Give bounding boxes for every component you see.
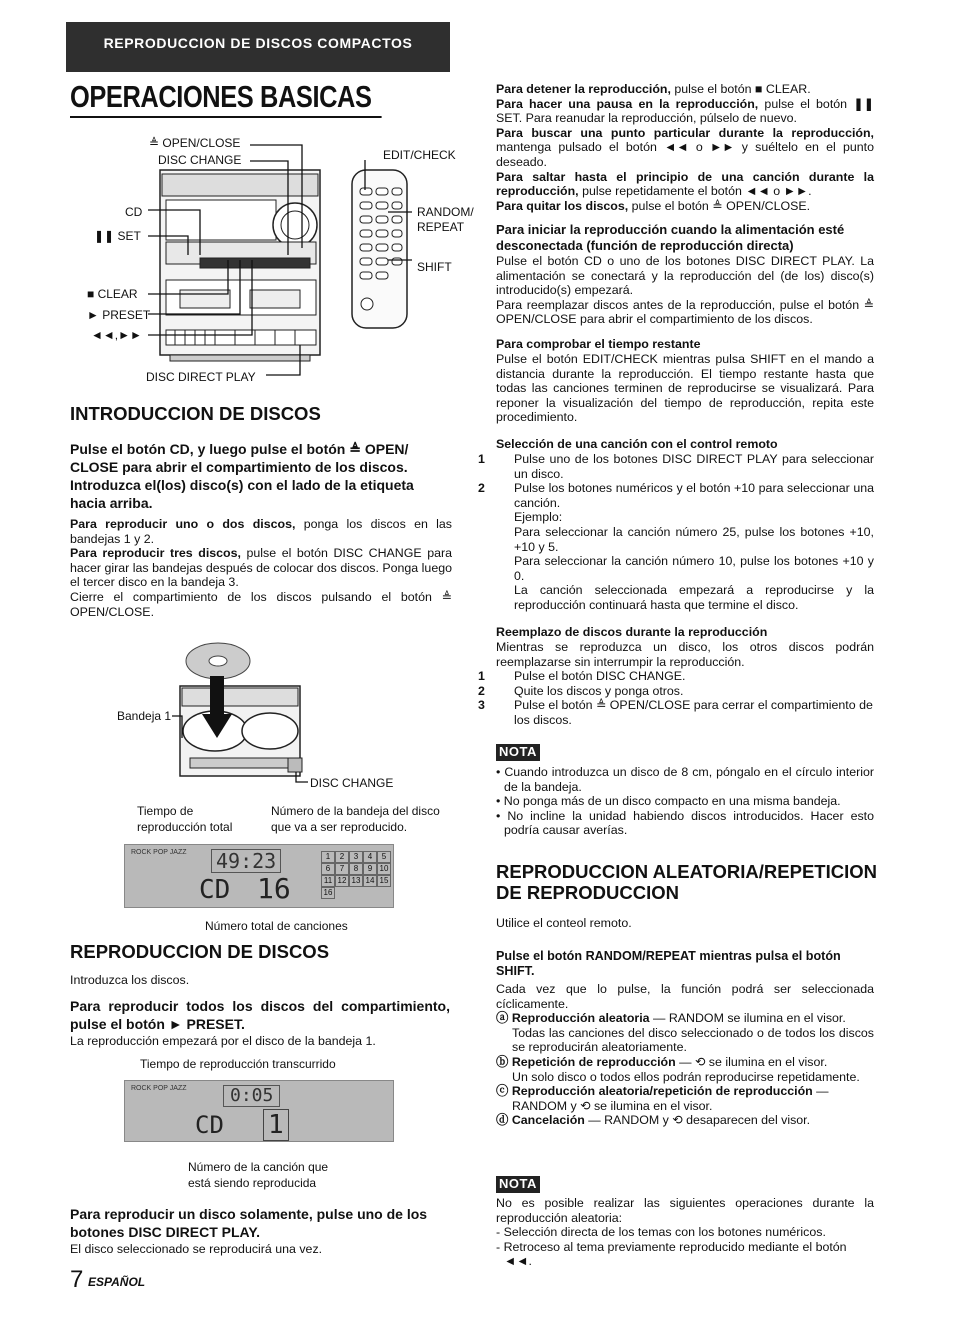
nota-item-1: • Cuando introduzca un disco de 8 cm, póngalo en el círculo interior de la bandeja. (496, 765, 874, 794)
intro-p2-text: pulse el botón DISC CHANGE para hacer girar las bandejas después de colocar dos discos. Ponga luego el tercer disco en la bandeja 3. (70, 546, 453, 590)
intro-heading: INTRODUCCION DE DISCOS (70, 403, 321, 424)
lcd1-grid-cell: 2 (335, 851, 349, 863)
random-heading: REPRODUCCION ALEATORIA/REPETICION DE REPRODUCCION (496, 861, 877, 903)
lcd1-grid-cell: 14 (363, 875, 377, 887)
pausa-text: pulse el botón ❚❚ SET. Para reanudar la reproducción, púlselo de nuevo. (496, 96, 874, 126)
play-intro: Introduzca los discos. (70, 973, 190, 987)
lcd1-grid-cell: 16 (321, 887, 335, 899)
tiempo-label-1: Tiempo de (137, 804, 194, 818)
buscar-bold: Para buscar una punto particular durante la reproducción, (496, 125, 874, 140)
right-column-top (496, 82, 874, 213)
sel-example-label: Ejemplo: (514, 510, 563, 525)
iniciar-text-1: Pulse el botón CD o uno de los botones DISC DIRECT PLAY. La alimentación se conectará y la reproducción del (de los) disco(s) introducido(s) empezará. (496, 254, 874, 298)
random-text: Cada vez que lo pulse, la función podrá ser seleccionada cíclicamente. (496, 982, 874, 1011)
random-c-detail: RANDOM y ⟲ se ilumina en el visor. (512, 1098, 713, 1113)
tiempo-label-2: reproducción total (137, 820, 233, 834)
lcd1-grid-cell: 6 (321, 863, 335, 875)
play-direct-heading: Para reproducir un disco solamente, pulse uno de los botones DISC DIRECT PLAY. (70, 1206, 428, 1240)
lcd2-track: 1 (263, 1109, 289, 1141)
nota2-list (496, 1196, 874, 1269)
seleccion-steps: 1 Pulse uno de los botones DISC DIRECT PLAY para seleccionar un disco. 2 Pulse los botones numéricos y el botón +10 para seleccionar una canción. Ejemplo: Para seleccionar la canción número 25, pulse los botones +10, +10 y 5. Para seleccionar la canción número 10, pulse los botones +10 y 0. La canción seleccionada empezará a reproducirse y la reproducción continuará hasta que termine el disco. (478, 452, 874, 612)
random-b-bold: ⓑ Repetición de reproducción (496, 1054, 676, 1069)
lcd1-grid-cell: 10 (377, 863, 391, 875)
lcd1-grid-cell: 12 (335, 875, 349, 887)
nota-list (496, 765, 874, 838)
numero-bandeja-label-1: Número de la bandeja del disco (271, 804, 440, 818)
lcd1-time: 49:23 (211, 849, 281, 873)
lcd1-grid-cell: 8 (349, 863, 363, 875)
rem-step-3: Pulse el botón ≜ OPEN/CLOSE para cerrar el compartimiento de los discos. (514, 698, 873, 727)
disc-change-label: DISC CHANGE (158, 153, 242, 167)
sel-step-1: Pulse uno de los botones DISC DIRECT PLAY para seleccionar un disco. (514, 452, 874, 481)
sel-example-2: Para seleccionar la canción número 10, pulse los botones +10 y 0. (514, 554, 874, 583)
quitar-text: pulse el botón ≜ OPEN/CLOSE. (628, 198, 811, 213)
nota-badge: NOTA (496, 744, 540, 761)
lcd-display-total (124, 844, 394, 908)
numero-bandeja-label-2: que va a ser reproducido. (271, 820, 408, 834)
shift-label: SHIFT (417, 260, 452, 274)
random-d-text: — RANDOM y ⟲ desaparecen del visor. (584, 1113, 811, 1128)
random-c-text: — (812, 1084, 829, 1099)
edit-check-label: EDIT/CHECK (383, 148, 456, 162)
preset-label: ► PRESET (87, 308, 151, 322)
reemplazo-body: Mientras se reproduzca un disco, los otros discos podrán reemplazarse sin interrumpir la reproducción. 1 Pulse el botón DISC CHANGE. 2 Quite los discos y ponga otros. 3 Pulse el botón ≜ OPEN/CLOSE para cerrar el compartimiento de los discos. (478, 640, 874, 727)
nota2-item-2-cont: ◄◄. (504, 1254, 532, 1269)
pausa-bold: Para hacer una pausa en la reproducción, (496, 96, 759, 111)
page-title: OPERACIONES BASICAS (70, 80, 382, 118)
play-preset-text: La reproducción empezará por el disco de la bandeja 1. (70, 1034, 376, 1048)
random-a-detail: Todas las canciones del disco seleccionado o de todos los discos se reproducirán aleatoriamente. (512, 1025, 874, 1055)
quitar-bold: Para quitar los discos, (496, 198, 629, 213)
lcd1-grid-cell: 15 (377, 875, 391, 887)
random-lead: Pulse el botón RANDOM/REPEAT mientras pulsa el botón SHIFT. (496, 949, 841, 978)
tray-disc-change-label: DISC CHANGE (310, 776, 394, 790)
random-a-bold: ⓐ Reproducción aleatoria (496, 1011, 650, 1026)
seleccion-heading: Selección de una canción con el control remoto (496, 437, 778, 451)
lcd1-count: 16 (257, 872, 291, 905)
numero-cancion-label-1: Número de la canción que (188, 1160, 329, 1174)
lcd1-grid-cell: 13 (349, 875, 363, 887)
saltar-text: pulse repetidamente el botón ◄◄ o ►►. (578, 184, 812, 199)
random-label: RANDOM/ (417, 205, 474, 219)
intro-p1-bold: Para reproducir uno o dos discos, (70, 517, 296, 531)
intro-p3: Cierre el compartimiento de los discos pulsando el botón ≜ OPEN/CLOSE. (70, 589, 452, 619)
intro-p2-bold: Para reproducir tres discos, (70, 546, 241, 561)
unit-diagram (70, 130, 474, 390)
iniciar-text-2: Para reemplazar discos antes de la reproducción, pulse el botón ≜ OPEN/CLOSE para abrir el compartimiento de los discos. (496, 297, 874, 327)
random-intro: Utilice el conteol remoto. (496, 916, 632, 930)
sel-step-2: Pulse los botones numéricos y el botón +10 para seleccionar una canción. (514, 481, 874, 510)
disc-direct-play-label: DISC DIRECT PLAY (146, 370, 256, 384)
skip-label: ◄◄,►► (91, 328, 142, 342)
lcd1-track-grid (321, 851, 391, 899)
stereo-unit-illustration (70, 130, 470, 390)
cd-label: CD (125, 205, 143, 219)
sel-example-1: Para seleccionar la canción número 25, pulse los botones +10, +10 y 5. (514, 524, 874, 554)
numero-cancion-label-2: está siendo reproducida (188, 1176, 317, 1190)
clear-label: ■ CLEAR (87, 287, 138, 301)
nota-item-3: • No incline la unidad habiendo discos introducidos. Hacer esto podría causar averías. (496, 808, 874, 838)
detener-text: pulse el botón ■ CLEAR. (670, 82, 811, 96)
sel-example-3: La canción seleccionada empezará a reproducirse y la reproducción continuará hasta que termine el disco. (514, 583, 874, 612)
lcd2-cd: CD (195, 1111, 224, 1139)
reemplazo-heading: Reemplazo de discos durante la reproducción (496, 625, 768, 639)
rem-step-2: Quite los discos y ponga otros. (514, 683, 684, 698)
tray-diagram (110, 636, 430, 796)
reemplazo-text: Mientras se reproduzca un disco, los otros discos podrán reemplazarse sin interrumpir la reproducción. (496, 640, 874, 669)
random-a-text: — RANDOM se ilumina en el visor. (649, 1011, 846, 1026)
lcd1-grid-cell: 9 (363, 863, 377, 875)
lcd1-grid-cell: 3 (349, 851, 363, 863)
iniciar-heading: Para iniciar la reproducción cuando la alimentación esté desconectada (función de reproducción directa) (496, 222, 845, 253)
lcd1-grid-cell: 7 (335, 863, 349, 875)
rem-step-1: Pulse el botón DISC CHANGE. (514, 669, 686, 684)
saltar-bold: Para saltar hasta el principio de una canción durante la reproducción, (496, 169, 874, 199)
intro-body (70, 517, 452, 619)
random-c-bold: ⓒ Reproducción aleatoria/repetición de reproducción (496, 1084, 813, 1099)
play-direct-text: El disco seleccionado se reproducirá una vez. (70, 1242, 323, 1256)
nota2-text: No es posible realizar las siguientes operaciones durante la reproducción aleatoria: (496, 1196, 874, 1225)
section-banner: REPRODUCCION DE DISCOS COMPACTOS (66, 22, 450, 72)
lcd2-time: 0:05 (223, 1085, 280, 1107)
random-body (496, 982, 874, 1128)
lcd-display-playing (124, 1080, 394, 1142)
intro-p1-text: ponga los discos en las bandejas 1 y 2. (70, 517, 453, 546)
repeat-label: REPEAT (417, 220, 465, 234)
open-close-label: ≜ OPEN/CLOSE (149, 136, 241, 150)
lcd1-cd: CD (199, 875, 231, 905)
play-heading: REPRODUCCION DE DISCOS (70, 941, 330, 962)
set-label: ❚❚ SET (94, 229, 141, 243)
intro-lead: Pulse el botón CD, y luego pulse el botón ≜ OPEN/ CLOSE para abrir el compartimiento de los discos. Introduzca el(los) disco(s) con el lado de la etiqueta hacia arriba. (70, 441, 414, 511)
comprobar-text: Pulse el botón EDIT/CHECK mientras pulsa SHIFT en el mando a distancia durante la reproducción. El tiempo restante hasta que todas las canciones terminen de reproducirse se visualizará. Para reponer la visualización del tiempo de reproducción, repita este procedimiento. (496, 352, 874, 425)
nota2-item-2: - Retroceso al tema previamente reproducido mediante el botón (496, 1239, 847, 1254)
iniciar-body (496, 254, 874, 327)
comprobar-heading: Para comprobar el tiempo restante (496, 337, 701, 351)
nota2-badge: NOTA (496, 1176, 540, 1193)
lcd1-tags: ROCK POP JAZZ (131, 849, 187, 856)
detener-bold: Para detener la reproducción, (496, 82, 671, 96)
play-preset-heading: Para reproducir todos los discos del compartimiento, pulse el botón ► PRESET. (70, 998, 450, 1032)
language-label: ESPAÑOL (88, 1275, 146, 1289)
numero-total-label: Número total de canciones (205, 919, 348, 933)
lcd1-grid-cell: 1 (321, 851, 335, 863)
lcd2-tags: ROCK POP JAZZ (131, 1085, 187, 1092)
buscar-text: mantenga pulsado el botón ◄◄ o ►► y suéltelo en el punto deseado. (496, 140, 874, 169)
lcd1-grid-cell: 5 (377, 851, 391, 863)
nota-item-2: • No ponga más de un disco compacto en una misma bandeja. (496, 794, 841, 809)
page-number: 7 (70, 1266, 84, 1293)
bandeja-label: Bandeja 1 (117, 709, 172, 723)
random-b-detail: Un solo disco o todos ellos podrán reproducirse repetidamente. (512, 1069, 860, 1084)
random-b-text: — ⟲ se ilumina en el visor. (675, 1054, 828, 1069)
lcd1-grid-cell: 11 (321, 875, 335, 887)
random-d-bold: ⓓ Cancelación (496, 1113, 585, 1128)
nota2-item-1: - Selección directa de los temas con los botones numéricos. (496, 1225, 826, 1240)
tiempo-transcurrido-label: Tiempo de reproducción transcurrido (140, 1057, 336, 1071)
lcd1-grid-cell: 4 (363, 851, 377, 863)
